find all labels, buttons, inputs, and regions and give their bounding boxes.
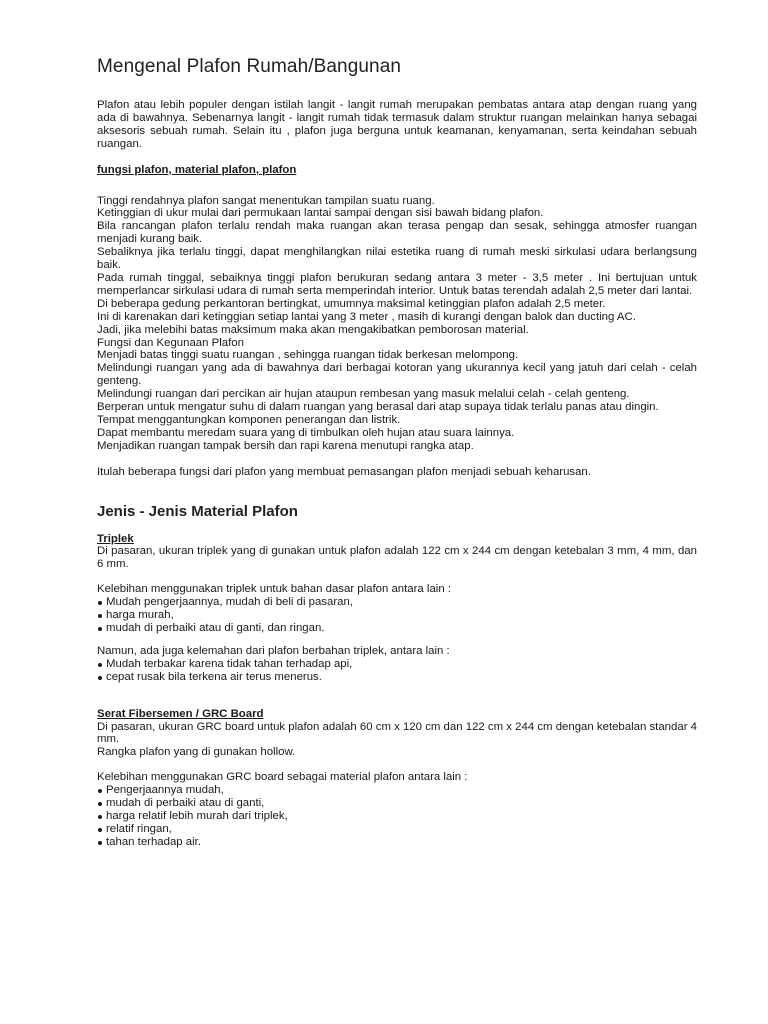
body-line: Menjadi batas tinggi suatu ruangan , sehingga ruangan tidak berkesan melompong. [97, 349, 519, 362]
function-list [97, 195, 697, 453]
list-item: cepat rusak bila terkena air terus menerus. [97, 671, 697, 684]
body-line: Fungsi dan Kegunaan Plafon [97, 336, 244, 349]
list-item: Mudah pengerjaannya, mudah di beli di pasaran, [97, 596, 697, 609]
body-line: Di beberapa gedung perkantoran bertingkat, umumnya maksimal ketinggian plafon adalah 2,5 meter. [97, 297, 606, 310]
body-line: Jadi, jika melebihi batas maksimum maka akan mengakibatkan pemborosan material. [97, 323, 529, 336]
body-line: Bila rancangan plafon terlalu rendah maka ruangan akan terasa pengap dan sesak, sehingga atmosfer ruangan menjadi kurang baik. [97, 220, 697, 246]
triplek-cons-list [97, 658, 697, 684]
document-title: Mengenal Plafon Rumah/Bangunan [97, 56, 402, 77]
body-line: Sebaliknya jika terlalu tinggi, dapat menghilangkan nilai estetika ruang di rumah meski sirkulasi udara berlangsung baik. [97, 246, 697, 272]
grc-pros-list [97, 784, 697, 849]
list-item: mudah di perbaiki atau di ganti, dan ringan. [97, 622, 697, 635]
intro-paragraph: Plafon atau lebih populer dengan istilah langit - langit rumah merupakan pembatas antara atap dengan ruang yang ada di bawahnya. Sebenarnya langit - langit rumah tidak termasuk dalam struktur ruangan melainkan hanya sebagai aksesoris sebuah rumah. Selain itu , plafon juga berguna untuk keamanan, kenyamanan, serta keindahan sebuah ruangan. [97, 99, 697, 150]
grc-pros-intro: Kelebihan menggunakan GRC board sebagai material plafon antara lain : [97, 771, 468, 784]
tags-heading: fungsi plafon, material plafon, plafon [97, 163, 297, 176]
grc-frame: Rangka plafon yang di gunakan hollow. [97, 746, 296, 759]
triplek-heading: Triplek [97, 532, 134, 545]
list-item: mudah di perbaiki atau di ganti, [97, 797, 697, 810]
body-line: Menjadikan ruangan tampak bersih dan rapi karena menutupi rangka atap. [97, 439, 474, 452]
triplek-pros-list [97, 596, 697, 635]
body-line: Ini di karenakan dari ketinggian setiap lantai yang 3 meter , masih di kurangi dengan balok dan ducting AC. [97, 310, 636, 323]
list-item: harga murah, [97, 609, 697, 622]
section-title: Jenis - Jenis Material Plafon [97, 502, 298, 520]
triplek-cons-intro: Namun, ada juga kelemahan dari plafon berbahan triplek, antara lain : [97, 644, 450, 657]
list-item: harga relatif lebih murah dari triplek, [97, 810, 697, 823]
body-line: Melindungi ruangan dari percikan air hujan ataupun rembesan yang masuk melalui celah - celah genteng. [97, 388, 630, 401]
list-item: Pengerjaannya mudah, [97, 784, 697, 797]
body-line: Tinggi rendahnya plafon sangat menentukan tampilan suatu ruang. [97, 194, 435, 207]
list-item: relatif ringan, [97, 823, 697, 836]
grc-heading: Serat Fibersemen / GRC Board [97, 707, 264, 720]
body-line: Dapat membantu meredam suara yang di timbulkan oleh hujan atau suara lainnya. [97, 426, 515, 439]
body-line: Berperan untuk mengatur suhu di dalam ruangan yang berasal dari atap supaya tidak terlalu panas atau dingin. [97, 401, 659, 414]
body-line: Ketinggian di ukur mulai dari permukaan lantai sampai dengan sisi bawah bidang plafon. [97, 207, 544, 220]
triplek-description: Di pasaran, ukuran triplek yang di gunakan untuk plafon adalah 122 cm x 244 cm dengan ketebalan 3 mm, 4 mm, dan 6 mm. [97, 545, 697, 571]
closing-paragraph: Itulah beberapa fungsi dari plafon yang membuat pemasangan plafon menjadi sebuah keharusan. [97, 465, 591, 478]
body-line: Melindungi ruangan yang ada di bawahnya dari berbagai kotoran yang ukurannya kecil yang jatuh dari celah - celah genteng. [97, 362, 697, 388]
list-item: Mudah terbakar karena tidak tahan terhadap api, [97, 658, 697, 671]
body-line: Tempat menggantungkan komponen penerangan dan listrik. [97, 413, 401, 426]
triplek-pros-intro: Kelebihan menggunakan triplek untuk bahan dasar plafon antara lain : [97, 583, 451, 596]
body-line: Pada rumah tinggal, sebaiknya tinggi plafon berukuran sedang antara 3 meter - 3,5 meter . Ini bertujuan untuk memperlancar sirkulasi udara di rumah serta memperindah interior. Untuk batas terendah adalah 2,5 meter dari lantai. [97, 271, 697, 297]
grc-description: Di pasaran, ukuran GRC board untuk plafon adalah 60 cm x 120 cm dan 122 cm x 244 cm dengan ketebalan standar 4 mm. [97, 720, 697, 746]
list-item: tahan terhadap air. [97, 836, 697, 849]
